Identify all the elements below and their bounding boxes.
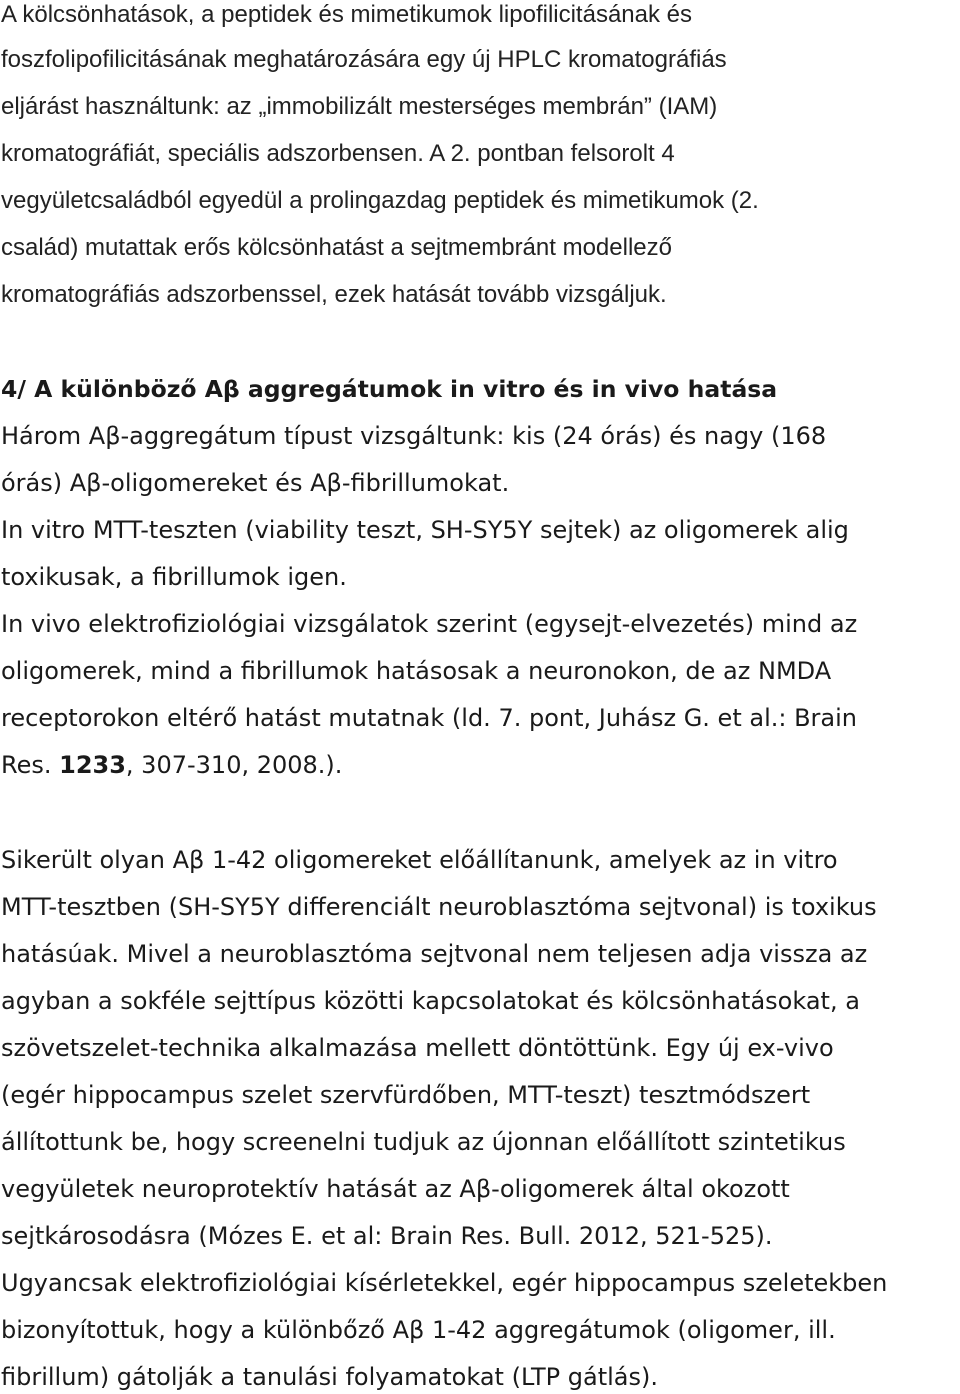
intro-line: eljárást használtunk: az „immobilizált mesterséges membrán” (IAM) bbox=[1, 93, 718, 120]
results-line: MTT-tesztben (SH-SY5Y differenciált neuroblasztóma sejtvonal) is toxikus bbox=[1, 893, 877, 921]
section-line: In vitro MTT-teszten (viability teszt, SH-SY5Y sejtek) az oligomerek alig bbox=[1, 516, 849, 544]
reference-line bbox=[1, 750, 342, 780]
intro-line: kromatográfiás adszorbenssel, ezek hatását tovább vizsgáljuk. bbox=[1, 281, 667, 308]
intro-line: foszfolipofilicitásának meghatározására egy új HPLC kromatográfiás bbox=[1, 46, 727, 73]
section-heading: 4/ A különböző Aβ aggregátumok in vitro és in vivo hatása bbox=[1, 375, 778, 403]
reference-suffix: , 307-310, 2008.). bbox=[125, 751, 343, 779]
results-line: állítottunk be, hogy screenelni tudjuk az újonnan előállított szintetikus bbox=[1, 1128, 846, 1156]
results-line: fibrillum) gátolják a tanulási folyamatokat (LTP gátlás). bbox=[1, 1363, 658, 1391]
intro-line: vegyületcsaládból egyedül a prolingazdag peptidek és mimetikumok (2. bbox=[1, 187, 759, 214]
section-line: In vivo elektrofiziológiai vizsgálatok szerint (egysejt-elvezetés) mind az bbox=[1, 610, 858, 638]
reference-volume: 1233 bbox=[59, 751, 126, 779]
section-line: órás) Aβ-oligomereket és Aβ-fibrillumokat. bbox=[1, 469, 510, 497]
intro-line: kromatográfiát, speciális adszorbensen. A 2. pontban felsorolt 4 bbox=[1, 140, 675, 167]
results-line: szövetszelet-technika alkalmazása mellett döntöttünk. Egy új ex-vivo bbox=[1, 1034, 834, 1062]
results-line: Ugyancsak elektrofiziológiai kísérletekkel, egér hippocampus szeletekben bbox=[1, 1269, 888, 1297]
intro-line: család) mutattak erős kölcsönhatást a sejtmembránt modellező bbox=[1, 234, 672, 261]
section-line: oligomerek, mind a fibrillumok hatásosak a neuronokon, de az NMDA bbox=[1, 657, 832, 685]
results-line: Sikerült olyan Aβ 1-42 oligomereket előállítanunk, amelyek az in vitro bbox=[1, 846, 838, 874]
results-line: bizonyítottuk, hogy a különbőző Aβ 1-42 aggregátumok (oligomer, ill. bbox=[1, 1316, 836, 1344]
section-line: toxikusak, a fibrillumok igen. bbox=[1, 563, 347, 591]
results-line: (egér hippocampus szelet szervfürdőben, MTT-teszt) tesztmódszert bbox=[1, 1081, 811, 1109]
results-line: hatásúak. Mivel a neuroblasztóma sejtvonal nem teljesen adja vissza az bbox=[1, 940, 868, 968]
reference-prefix: Res. bbox=[1, 751, 60, 779]
section-line: receptorokon eltérő hatást mutatnak (ld. 7. pont, Juhász G. et al.: Brain bbox=[1, 704, 857, 732]
results-line: vegyületek neuroprotektív hatását az Aβ-oligomerek által okozott bbox=[1, 1175, 790, 1203]
results-line: sejtkárosodásra (Mózes E. et al: Brain Res. Bull. 2012, 521-525). bbox=[1, 1222, 773, 1250]
section-line: Három Aβ-aggregátum típust vizsgáltunk: kis (24 órás) és nagy (168 bbox=[1, 422, 827, 450]
intro-line: A kölcsönhatások, a peptidek és mimetikumok lipofilicitásának és bbox=[1, 1, 693, 28]
results-line: agyban a sokféle sejttípus közötti kapcsolatokat és kölcsönhatásokat, a bbox=[1, 987, 860, 1015]
